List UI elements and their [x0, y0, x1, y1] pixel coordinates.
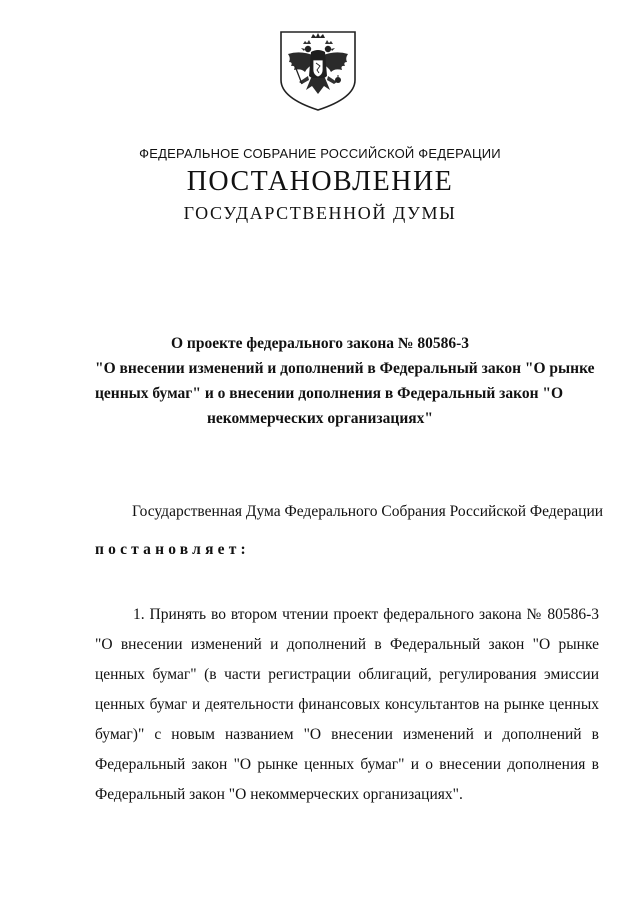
- document-title: [95, 331, 595, 431]
- document-type: ПОСТАНОВЛЕНИЕ: [186, 166, 454, 197]
- item-line: ценных бумаг" (в части регистрации облигаций, регулирования эмиссии: [95, 666, 599, 683]
- item-line: ценных бумаг и деятельности финансовых консультантов на рынке ценных: [95, 696, 599, 713]
- title-line: ценных бумаг" и о внесении дополнения в Федеральный закон "О: [95, 385, 564, 402]
- document-issuer: ГОСУДАРСТВЕННОЙ ДУМЫ: [183, 203, 457, 223]
- resolves-label: постановляет:: [95, 541, 250, 558]
- item-line: 1. Принять во втором чтении проект федерального закона № 80586-3: [133, 606, 599, 623]
- resolution-item-1: [95, 600, 599, 810]
- item-line: бумаг)" с новым названием "О внесении изменений и дополнений в: [95, 726, 599, 743]
- title-line: О проекте федерального закона № 80586-3: [170, 335, 469, 352]
- item-line: "О внесении изменений и дополнений в Федеральный закон "О рынке: [95, 636, 599, 653]
- title-line: некоммерческих организациях": [207, 410, 433, 427]
- item-line: Федеральный закон "О рынке ценных бумаг" и о внесении дополнения в: [95, 756, 599, 773]
- title-line: "О внесении изменений и дополнений в Федеральный закон "О рынке: [95, 360, 595, 377]
- coat-of-arms-icon: [275, 28, 361, 112]
- organization-name: ФЕДЕРАЛЬНОЕ СОБРАНИЕ РОССИЙСКОЙ ФЕДЕРАЦИИ: [139, 146, 501, 161]
- item-line: Федеральный закон "О некоммерческих организациях".: [95, 786, 463, 803]
- intro-paragraph: Государственная Дума Федерального Собрания Российской Федерации: [132, 503, 604, 520]
